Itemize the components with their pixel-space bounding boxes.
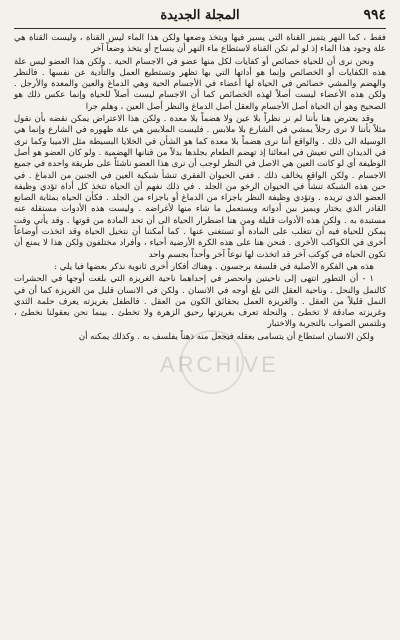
paragraph: ونحن نرى أن للحياة خصائص أو كفايات لكل منها عضو في الاجسام الحية . ولكن هذا العضو ليس علة هذه الكفايات أو الخصائص وإنما هو أداتها التي بها تظهر وتستطيع العمل والتأدية عن نفسها . فالنظر والهضم والمشي خصائص في الحياة لها أعضاء في الأجسام الحية وهي الدماغ والعين والمعدة والأرجل . ولكن هذه الأعضاء ليست أصلاً لهذه الخصائص كما أن الاجسام ليست أصلاً للحياة وإنما عكس ذلك هو الصحيح وهو أن الحياة أصل الأجسام والعقل أصل الدماغ والنظر أصل العين ، وهلم جرا bbox=[14, 56, 386, 112]
paragraph: ١ - أن التطور انتهى إلى ناحيتين وانحصر في إحداهما ناحية الغريزة التي بلغت أوجها في الحشرات كالنمل والنحل . وناحية العقل التي بلغ أوجه في الانسان . ولكن في الانسان قليل من الغريزة كما أن في النمل قليلاً من العقل . والغريزة العمل بحقائق الكون من العقل . فالطفل بغريزته يعرف حلمة الثدي وغريزته صادقة لا تخطئ . والنحلة تعرف بغريزتها رحيق الزهرة ولا تخطئ . بينما نحن بعقولنا نخطئ ، ونلتمس الصواب بالتجربة والاختبار bbox=[14, 274, 386, 330]
paragraph: هذه هي الفكرة الأصلية في فلسفة برجسون . وهناك أفكار أخرى ثانوية نذكر بعضها فيا يلي : bbox=[54, 261, 374, 272]
paragraph: ولكن الانسان استطاع أن يتسامى بعقله فيجعل منه ذهناً يفلسف به . وكذلك يمكنه أن bbox=[78, 331, 374, 342]
watermark-mark: ARCHIVE bbox=[160, 352, 279, 377]
journal-title: المجلة الجديدة bbox=[160, 8, 240, 23]
page-header bbox=[14, 6, 386, 29]
article-body bbox=[14, 33, 386, 343]
paragraph: وقد يعترض هنا بأننا لم نر نظراً بلا عين ولا هضماً بلا معدة . ولكن هذا الاعتراض يمكن نقضه بأن نقول مثلاً بأننا لا نرى رجلاً يمشي في الشارع بلا ملابس . فليست الملابس هي علة ظهوره في الشارع وإنما هي الوسيلة الى ذلك . والواقع أننا نرى هضماً بلا معدة كما هو الشأن في الخلايا البسيطة مثل الاميبا وكما نرى في الديدان التي تعيش في امعائنا إذ تهضم الطعام بجلدها بدلاً من قنانها الهضمية . ولو كان العضو هو أصل الوظيفة أي لو كانت العين هي الاصل في النظر لوجب أن نرى هذا العضو ناشئاً على طريقة واحدة في جميع الاجسام . ولكن الواقع يخالف ذلك . ففي الحيوان الفقري تنشأ شبكية العين في الجنين من الدماغ . في حين هذه الشبكة تنشأ في الحيوان الرخو من الجلد . في ذلك نفهم أن الحياة تتخذ كل أداة تؤدي وظيفة العضو الذي تريده . وتؤدي وظيفة النظر باجزاء من الدماغ أو باجزاء من الجلد . فكأن الحياة بمثابة الصانع القادر الذي يختار ويميز بين أدواته ويستعمل ما شاء منها لأغراضه . وليست هذه الأدوات مستقلة عنه مستبدة به . ولكن هذه الأدوات قليلة ومن هنا اضطرار الحياة الى أن تحد المادة من قوتها . وقد يأتي وقت يمكن للحياة فيه أن تتغلب على المادة أو تستغنى عنها . كما أمكننا أن نتخيل الحياة وقد اتخذت أوضاعاً أخرى في الكواكب الأخرى . فنحن هنا على هذه الكرة الأرضية أحياء ، وأفراد مختلفون ولكن هذا لا يمنع أن تكون الحياة في كوكب آخر قد اتخذت لها نوعاً آخر وأحداً بجسم واحد bbox=[14, 114, 386, 260]
paragraph: فقط ، كما النهر يتميز القناة التي يسير فيها ويتخذ وضعها ولكن هذا الماء ليس القناة ، وليست القناة هي علة وجود هذا الماء إذ لو لم تكن القناة لاستطاع ماء النهر أن ينساح أو يتخذ وضعاً آخر bbox=[14, 33, 386, 55]
page-number: ٩٩٤ bbox=[363, 7, 386, 23]
